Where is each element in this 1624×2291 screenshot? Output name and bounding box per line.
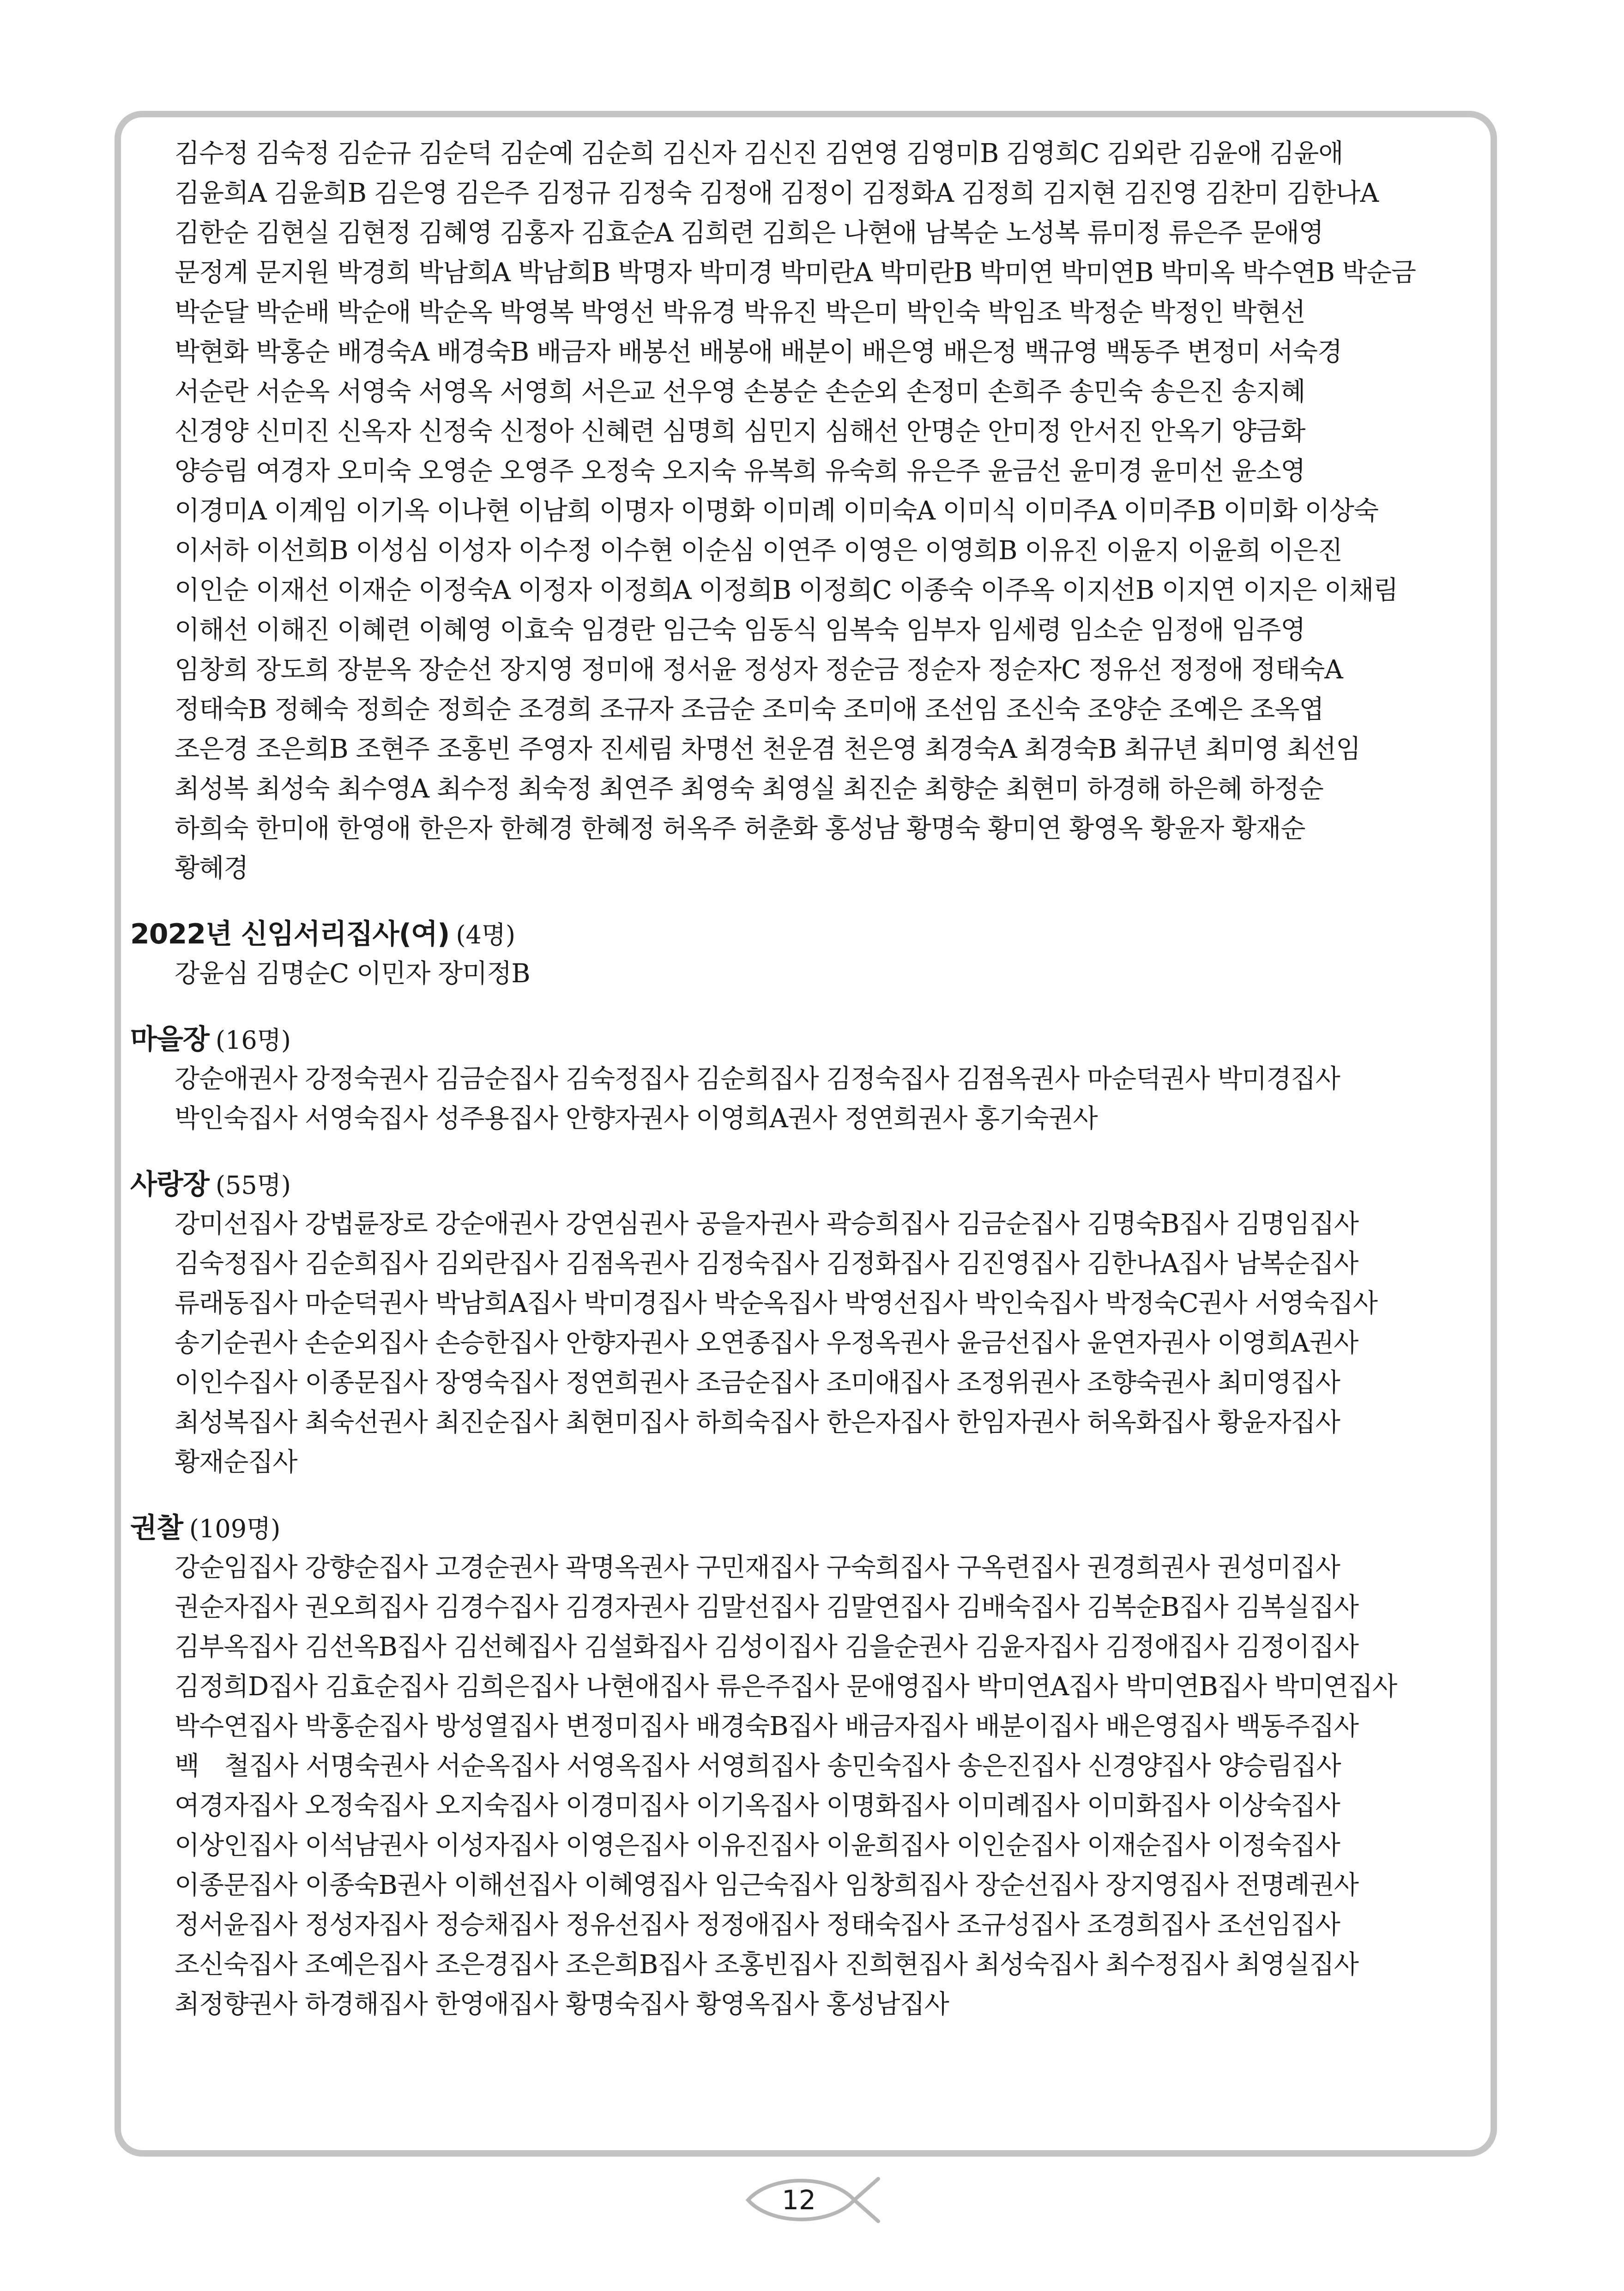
section-title: 사랑장	[130, 1168, 209, 1201]
section-count: (16명)	[215, 1026, 291, 1055]
section-heading	[130, 1165, 1497, 1204]
section-count: (109명)	[189, 1514, 281, 1543]
name-line: 강윤심 김명순C 이민자 장미정B	[175, 959, 530, 989]
page-content	[130, 134, 1497, 2025]
name-line: 이인순 이재선 이재순 이정숙A 이정자 이정희A 이정희B 이정희C 이종숙 이주옥 이지선B 이지연 이지은 이채림	[175, 575, 1398, 605]
name-line: 강순임집사 강향순집사 고경순권사 곽명옥권사 구민재집사 구숙희집사 구옥련집사 권경희권사 권성미집사	[175, 1553, 1340, 1583]
section-heading	[130, 1508, 1497, 1548]
name-line: 최정향권사 하경해집사 한영애집사 황명숙집사 황영옥집사 홍성남집사	[175, 1989, 949, 2019]
name-line: 박인숙집사 서영숙집사 성주용집사 안향자권사 이영희A권사 정연희권사 홍기숙권사	[175, 1104, 1098, 1134]
name-line: 여경자집사 오정숙집사 오지숙집사 이경미집사 이기옥집사 이명화집사 이미례집사 이미화집사 이상숙집사	[175, 1791, 1340, 1821]
section-new-deacons	[130, 914, 1497, 994]
page-number: 12	[782, 2184, 816, 2216]
page-number-badge	[743, 2170, 882, 2231]
section-name-list	[130, 1548, 1497, 2025]
name-line: 김숙정집사 김순희집사 김외란집사 김점옥권사 김정숙집사 김정화집사 김진영집사 김한나A집사 남복순집사	[175, 1249, 1358, 1279]
name-line: 최성복 최성숙 최수영A 최수정 최숙정 최연주 최영숙 최영실 최진순 최향순 최현미 하경해 하은혜 하정순	[175, 774, 1323, 804]
name-line: 김부옥집사 김선옥B집사 김선혜집사 김설화집사 김성이집사 김을순권사 김윤자집사 김정애집사 김정이집사	[175, 1632, 1358, 1662]
name-line: 하희숙 한미애 한영애 한은자 한혜경 한혜정 허옥주 허춘화 홍성남 황명숙 황미연 황영옥 황윤자 황재순	[175, 814, 1305, 844]
name-line: 김수정 김숙정 김순규 김순덕 김순예 김순희 김신자 김신진 김연영 김영미B 김영희C 김외란 김윤애 김윤애	[175, 139, 1343, 169]
name-line: 이서하 이선희B 이성심 이성자 이수정 이수현 이순심 이연주 이영은 이영희B 이유진 이윤지 이윤희 이은진	[175, 536, 1342, 566]
name-line: 권순자집사 권오희집사 김경수집사 김경자권사 김말선집사 김말연집사 김배숙집사 김복순B집사 김복실집사	[175, 1592, 1358, 1622]
intro-name-list	[130, 134, 1497, 889]
name-line: 정서윤집사 정성자집사 정승채집사 정유선집사 정정애집사 정태숙집사 조규성집사 조경희집사 조선임집사	[175, 1910, 1340, 1940]
name-line: 정태숙B 정혜숙 정희순 정희순 조경희 조규자 조금순 조미숙 조미애 조선임 조신숙 조양순 조예은 조옥엽	[175, 695, 1324, 725]
name-line: 강순애권사 강정숙권사 김금순집사 김숙정집사 김순희집사 김정숙집사 김점옥권사 마순덕권사 박미경집사	[175, 1064, 1340, 1094]
name-line: 최성복집사 최숙선권사 최진순집사 최현미집사 하희숙집사 한은자집사 한임자권사 허옥화집사 황윤자집사	[175, 1408, 1340, 1438]
name-line: 황혜경	[175, 853, 248, 883]
name-line: 송기순권사 손순외집사 손승한집사 안향자권사 오연종집사 우정옥권사 윤금선집사 윤연자권사 이영희A권사	[175, 1328, 1358, 1358]
section-heading	[130, 914, 1497, 954]
section-village-leaders	[130, 1020, 1497, 1139]
section-name-list	[130, 954, 1497, 994]
name-line: 이종문집사 이종숙B권사 이해선집사 이혜영집사 임근숙집사 임창희집사 장순선집사 장지영집사 전명례권사	[175, 1870, 1358, 1900]
name-line: 김한순 김현실 김현정 김혜영 김홍자 김효순A 김희련 김희은 나현애 남복순 노성복 류미정 류은주 문애영	[175, 218, 1323, 248]
name-line: 조은경 조은희B 조현주 조홍빈 주영자 진세림 차명선 천운겸 천은영 최경숙A 최경숙B 최규년 최미영 최선임	[175, 734, 1361, 764]
section-exhorters	[130, 1508, 1497, 2025]
name-line: 양승림 여경자 오미숙 오영순 오영주 오정숙 오지숙 유복희 유숙희 유은주 윤금선 윤미경 윤미선 윤소영	[175, 456, 1305, 486]
section-title: 마을장	[130, 1023, 209, 1056]
name-line: 김정희D집사 김효순집사 김희은집사 나현애집사 류은주집사 문애영집사 박미연A집사 박미연B집사 박미연집사	[175, 1672, 1397, 1702]
name-line: 류래동집사 마순덕권사 박남희A집사 박미경집사 박순옥집사 박영선집사 박인숙집사 박정숙C권사 서영숙집사	[175, 1288, 1378, 1318]
name-line: 서순란 서순옥 서영숙 서영옥 서영희 서은교 선우영 손봉순 손순외 손정미 손희주 송민숙 송은진 송지혜	[175, 377, 1305, 407]
name-line: 박현화 박홍순 배경숙A 배경숙B 배금자 배봉선 배봉애 배분이 배은영 배은정 백규영 백동주 변정미 서숙경	[175, 337, 1342, 367]
name-line: 강미선집사 강법륜장로 강순애권사 강연심권사 공을자권사 곽승희집사 김금순집사 김명숙B집사 김명임집사	[175, 1209, 1358, 1239]
section-name-list	[130, 1204, 1497, 1482]
name-line: 조신숙집사 조예은집사 조은경집사 조은희B집사 조홍빈집사 진희현집사 최성숙집사 최수정집사 최영실집사	[175, 1950, 1358, 1980]
section-title: 권찰	[130, 1512, 183, 1544]
section-count: (4명)	[456, 920, 516, 949]
name-line: 이인수집사 이종문집사 장영숙집사 정연희권사 조금순집사 조미애집사 조정위권사 조향숙권사 최미영집사	[175, 1368, 1340, 1398]
section-name-list	[130, 1059, 1497, 1139]
name-line: 이해선 이해진 이혜련 이혜영 이효숙 임경란 임근숙 임동식 임복숙 임부자 임세령 임소순 임정애 임주영	[175, 615, 1305, 645]
section-title: 2022년 신임서리집사(여)	[130, 918, 450, 950]
section-heading	[130, 1020, 1497, 1059]
section-love-leaders	[130, 1165, 1497, 1482]
name-line: 백 철집사 서명숙권사 서순옥집사 서영옥집사 서영희집사 송민숙집사 송은진집사 신경양집사 양승림집사	[175, 1751, 1341, 1781]
name-line: 황재순집사	[175, 1447, 297, 1477]
name-line: 박수연집사 박홍순집사 방성열집사 변정미집사 배경숙B집사 배금자집사 배분이집사 배은영집사 백동주집사	[175, 1711, 1358, 1741]
name-line: 박순달 박순배 박순애 박순옥 박영복 박영선 박유경 박유진 박은미 박인숙 박임조 박정순 박정인 박현선	[175, 297, 1305, 327]
name-line: 이상인집사 이석남권사 이성자집사 이영은집사 이유진집사 이윤희집사 이인순집사 이재순집사 이정숙집사	[175, 1831, 1340, 1861]
name-line: 문정계 문지원 박경희 박남희A 박남희B 박명자 박미경 박미란A 박미란B 박미연 박미연B 박미옥 박수연B 박순금	[175, 258, 1416, 288]
name-line: 이경미A 이계임 이기옥 이나현 이남희 이명자 이명화 이미례 이미숙A 이미식 이미주A 이미주B 이미화 이상숙	[175, 496, 1378, 526]
name-line: 임창희 장도희 장분옥 장순선 장지영 정미애 정서윤 정성자 정순금 정순자 정순자C 정유선 정정애 정태숙A	[175, 655, 1343, 685]
name-line: 신경양 신미진 신옥자 신정숙 신정아 신혜련 심명희 심민지 심해선 안명순 안미정 안서진 안옥기 양금화	[175, 417, 1305, 447]
name-line: 김윤희A 김윤희B 김은영 김은주 김정규 김정숙 김정애 김정이 김정화A 김정희 김지현 김진영 김찬미 김한나A	[175, 178, 1378, 208]
section-count: (55명)	[215, 1171, 291, 1200]
